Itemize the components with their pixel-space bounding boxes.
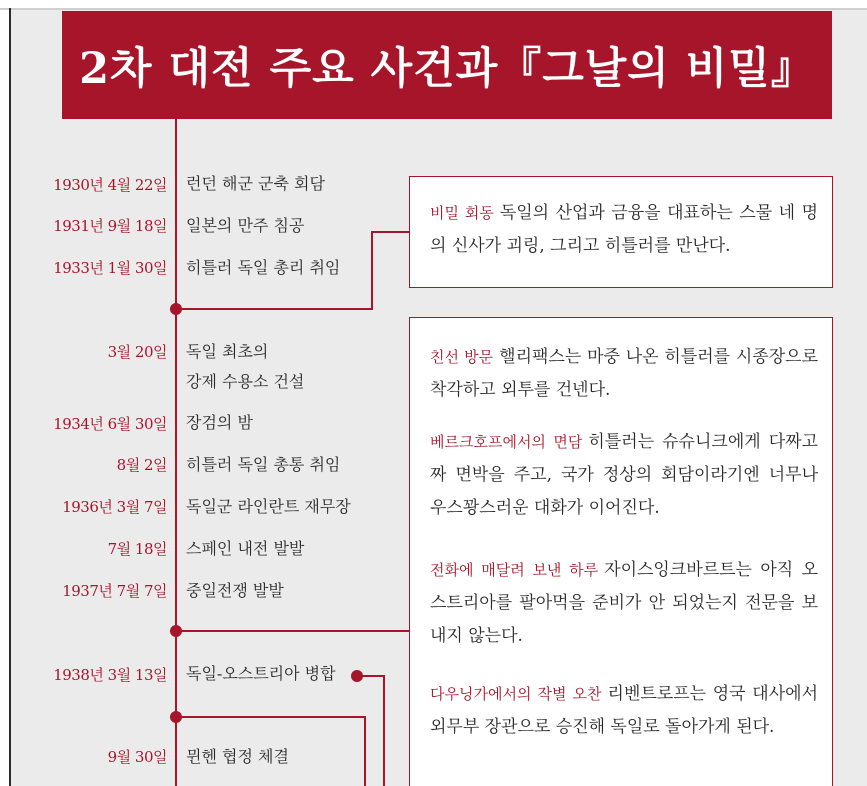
connector-h-1 (176, 308, 372, 310)
timeline-event: 강제 수용소 건설 (186, 372, 305, 391)
entry-text: 독일의 산업과 금융을 대표하는 스물 네 명의 신사가 괴링, 그리고 히틀러를 만난다. (430, 203, 818, 256)
entry-label: 비밀 회동 (430, 204, 494, 222)
timeline-event: 독일 최초의 (186, 342, 269, 361)
entry-label: 다우닝가에서의 작별 오찬 (430, 685, 602, 703)
connector-v-4 (364, 716, 366, 786)
timeline-date: 1934년 6월 30일 (53, 415, 167, 433)
entry-text: 자이스잉크바르트는 아직 오스트리아를 팔아먹을 준비가 안 되었는지 전문을 보내지 않는다. (430, 560, 818, 646)
timeline-event: 중일전쟁 발발 (186, 581, 284, 600)
box-entry (430, 341, 818, 407)
title-banner (62, 11, 832, 119)
timeline-date: 1933년 1월 30일 (53, 259, 167, 277)
page-title: 2차 대전 주요 사건과『그날의 비밀』 (79, 43, 815, 94)
timeline-event: 런던 해군 군축 회담 (186, 174, 325, 193)
timeline-dot (170, 303, 182, 315)
box-entry (430, 426, 818, 525)
entry-text: 핼리팩스는 마중 나온 히틀러를 시종장으로 착각하고 외투를 건넨다. (430, 347, 818, 400)
entry-label: 전화에 매달려 보낸 하루 (430, 561, 599, 579)
timeline-date: 1931년 9월 18일 (53, 217, 167, 235)
connector-h-4 (176, 716, 365, 718)
timeline-spine (175, 119, 177, 786)
entry-text: 리벤트로프는 영국 대사에서 외무부 장관으로 승진해 독일로 돌아가게 된다. (430, 684, 818, 737)
timeline-date: 1936년 3월 7일 (62, 498, 167, 516)
timeline-dot (351, 670, 363, 682)
connector-h-2 (176, 630, 410, 632)
entry-label: 친선 방문 (430, 348, 494, 366)
timeline-event: 히틀러 독일 총리 취임 (186, 258, 341, 277)
timeline-date: 7월 18일 (107, 540, 167, 558)
connector-h-1b (371, 231, 410, 233)
timeline-dot (170, 711, 182, 723)
entry-text: 히틀러는 슈슈니크에게 다짜고짜 면박을 주고, 국가 정상의 회담이라기엔 너무나 우스꽝스러운 대화가 이어진다. (430, 432, 819, 518)
timeline-date: 1930년 4월 22일 (53, 176, 167, 194)
timeline-event: 히틀러 독일 총통 취임 (186, 455, 341, 474)
box-entry (430, 678, 818, 744)
box-entry (430, 554, 818, 653)
timeline-date: 8월 2일 (116, 456, 167, 474)
timeline-event: 일본의 만주 침공 (186, 216, 305, 235)
secret-meeting-box (409, 176, 833, 288)
timeline-date: 3월 20일 (107, 343, 167, 361)
connector-v-1 (371, 231, 373, 310)
timeline-event: 스페인 내전 발발 (186, 539, 305, 558)
timeline-date: 1938년 3월 13일 (53, 666, 167, 684)
connector-v-3 (383, 675, 385, 786)
timeline-event: 독일군 라인란트 재무장 (186, 497, 351, 516)
timeline-event: 독일-오스트리아 병합 (186, 664, 336, 683)
timeline-dot (170, 625, 182, 637)
entry-label: 베르크호프에서의 면담 (430, 433, 583, 451)
events-detail-box (409, 317, 833, 786)
box-entry (430, 197, 818, 263)
timeline-date: 9월 30일 (107, 748, 167, 766)
timeline-date: 1937년 7월 7일 (62, 582, 167, 600)
timeline-event: 뮌헨 협정 체결 (186, 747, 289, 766)
timeline-event: 장검의 밤 (186, 413, 253, 432)
